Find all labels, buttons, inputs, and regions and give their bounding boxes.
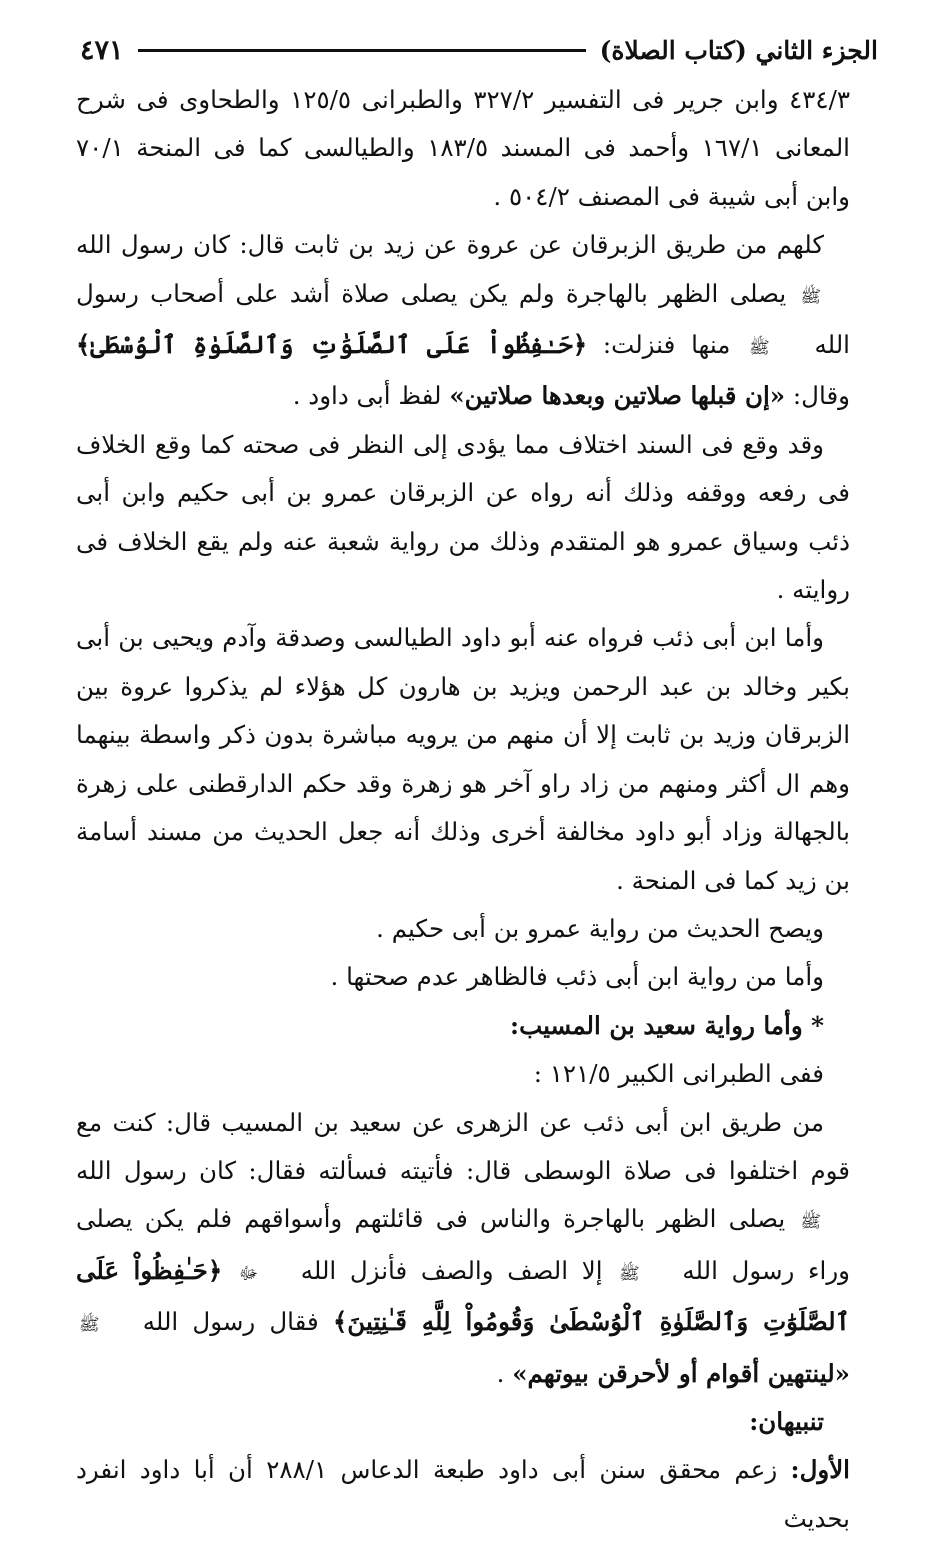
page-body xyxy=(76,76,850,1543)
salutation-icon: ﷺ xyxy=(749,338,770,359)
running-header xyxy=(80,30,878,70)
quran-verse: ﴿حَـٰفِظُواْ عَلَى ٱلصَّلَوَٰتِ وَٱلصَّلَوٰةِ ٱلْوُسْطَىٰ﴾ xyxy=(76,330,588,360)
text-run: زعم محقق سنن أبى داود طبعة الدعاس ٢٨٨/١ أن أبا داود انفرد بحديث xyxy=(76,1455,850,1533)
text-run: فقال رسول الله xyxy=(142,1307,319,1337)
hadith-quote: «لينتهين أقوام أو لأحرقن بيوتهم» xyxy=(512,1358,850,1388)
quran-verse: ﴿حَـٰفِظُواْ عَلَى ٱلصَّلَوَٰتِ وَٱلصَّلَوٰةِ ٱلْوُسْطَىٰ وَقُومُواْ لِلَّهِ قَـٰنِتِينَ﴾ xyxy=(76,1255,850,1337)
paragraph-verdict-2: وأما من رواية ابن أبى ذئب فالظاهر عدم صحتها . xyxy=(330,962,824,992)
text-run: كلهم من طريق الزبرقان عن عروة عن زيد بن ثابت قال: كان رسول الله xyxy=(76,230,824,260)
paragraph-said-narration xyxy=(76,1099,850,1398)
hadith-quote: «إن قبلها صلاتين وبعدها صلاتين» xyxy=(449,381,786,411)
paragraph-first-note xyxy=(76,1446,850,1543)
section-heading-said: * وأما رواية سعيد بن المسيب: xyxy=(510,1010,824,1040)
text-run: . xyxy=(496,1358,505,1388)
text-run: وقال: xyxy=(792,381,850,411)
paragraph-ibn-abi-dhib: وأما ابن أبى ذئب فرواه عنه أبو داود الطيالسى وصدقة وآدم ويحيى بن أبى بكير وخالد بن عبد الرحمن ويزيد بن هارون كل هؤلاء لم يذكروا عروة بين الزبرقان وزيد بن ثابت إلا أن منهم من يرويه مباشرة بدون ذكر واسطة بينهما وهم ال أكثر ومنهم من زاد راو آخر هو زهرة وقد حكم الدارقطنى على زهرة بالجهالة وزاد أبو داود مخالفة أخرى وذلك أنه جعل الحديث من مسند أسامة بن زيد كما فى المنحة . xyxy=(76,623,850,895)
text-run: لفظ أبى داود . xyxy=(292,381,442,411)
text-run: يصلى الظهر بالهاجرة والناس فى قائلتهم وأسواقهم فلم يكن يصلى وراء رسول الله xyxy=(76,1204,850,1285)
text-run: منها فنزلت: xyxy=(602,330,731,360)
text-run: يصلى الظهر بالهاجرة ولم يكن يصلى صلاة أشد على أصحاب رسول الله xyxy=(76,278,850,360)
paragraph-sources: ٤٣٤/٣ وابن جرير فى التفسير ٣٢٧/٢ والطبرانى ١٢٥/٥ والطحاوى فى شرح المعانى ١٦٧/١ وأحمد فى المسند ١٨٣/٥ والطيالسى كما فى المنحة ٧٠/١ وابن أبى شيبة فى المصنف ٥٠٤/٢ . xyxy=(76,85,850,211)
paragraph-chain-difference: وقد وقع فى السند اختلاف مما يؤدى إلى النظر فى صحته كما وقع الخلاف فى رفعه ووقفه وذلك أنه رواه عن الزبرقان عمرو بن أبى حكيم وابن أبى ذئب وسياق عمرو هو المتقدم وذلك من رواية شعبة عنه ولم يقع الخلاف فى روايته . xyxy=(76,429,850,605)
salutation-icon: ﷺ xyxy=(619,1263,640,1284)
text-run: إلا الصف والصف فأنزل الله xyxy=(300,1255,603,1285)
page-number: ٤٧١ xyxy=(80,34,124,66)
salutation-icon: ﷺ xyxy=(800,286,821,307)
note-label: الأول: xyxy=(790,1455,850,1485)
salutation-icon: ﷺ xyxy=(79,1315,100,1336)
paragraph-zayd-chain xyxy=(76,221,850,421)
text-run: من طريق ابن أبى ذئب عن الزهرى عن سعيد بن المسيب قال: كنت مع قوم اختلفوا فى صلاة الوسطى قال: فأتيته فسألته فقال: كان رسول الله xyxy=(76,1107,850,1185)
glorification-icon: ﷻ xyxy=(238,1263,259,1284)
paragraph-tabarani-ref: ففى الطبرانى الكبير ١٢١/٥ : xyxy=(533,1059,824,1089)
section-heading-notes: تنبيهان: xyxy=(749,1406,824,1436)
paragraph-verdict-1: ويصح الحديث من رواية عمرو بن أبى حكيم . xyxy=(376,913,824,943)
salutation-icon: ﷺ xyxy=(800,1212,821,1233)
header-rule xyxy=(138,49,586,52)
header-title: الجزء الثاني (كتاب الصلاة) xyxy=(599,35,878,65)
